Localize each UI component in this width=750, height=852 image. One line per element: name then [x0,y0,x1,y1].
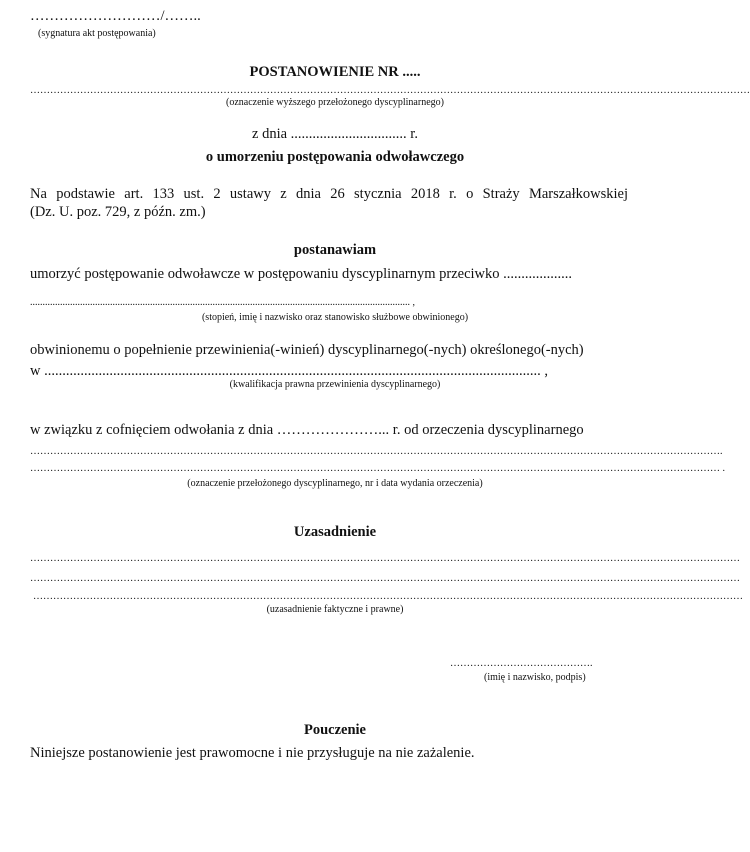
justification-heading: Uzasadnienie [293,524,377,540]
legal-basis-line-1: Na podstawie art. 133 ust. 2 ustawy z dnia 26 stycznia 2018 r. o Straży Marszałkowskiej [30,186,628,202]
justification-line-2: …………………………………………………………………………………………………………………………………………………………………………………………… [30,573,740,584]
date-line: z dnia ................................ r. [252,126,418,142]
instruction-text: Niniejsze postanowienie jest prawomocne i nie przysługuje na nie zażalenie. [30,745,475,761]
justification-line-3: …………………………………………………………………………………………………………………………………………………………………………………………… [33,591,743,602]
justification-line-1: …………………………………………………………………………………………………………………………………………………………………………………………… [30,553,740,564]
justification-caption: (uzasadnienie faktyczne i prawne) [266,604,404,615]
discontinue-text: umorzyć postępowanie odwoławcze w postępowaniu dyscyplinarnym przeciwko ................... [30,266,573,282]
charge-text: obwinionemu o popełnienie przewinienia(-winień) dyscyplinarnego(-nych) określonego(-nych) [30,342,584,358]
document-title: POSTANOWIENIE NR ..... [249,64,421,80]
superior-caption: (oznaczenie wyższego przełożonego dyscyplinarnego) [226,97,444,108]
withdrawal-line-1: ………………………………………………………………………………………………………………………………………………………………………………………. [30,446,723,457]
withdrawal-line-2: ……………………………………………………………………………………………………………………………………………………………………………………… . [30,463,725,474]
signature-caption: (imię i nazwisko, podpis) [484,672,586,683]
charge-line: w ......................................................................................................................................... , [30,363,548,379]
legal-basis-line-2: (Dz. U. poz. 729, z późn. zm.) [30,204,206,220]
decide-heading: postanawiam [293,242,377,258]
instruction-heading: Pouczenie [303,722,366,738]
charge-caption: (kwalifikacja prawna przewinienia dyscyplinarnego) [229,379,441,390]
withdrawal-caption: (oznaczenie przełożonego dyscyplinarnego, nr i data wydania orzeczenia) [187,478,483,489]
accused-line: ........................................................................................................................................................ , [30,297,415,308]
accused-caption: (stopień, imię i nazwisko oraz stanowisko służbowe obwinionego) [201,312,469,323]
subject-line: o umorzeniu postępowania odwoławczego [205,149,465,165]
case-number-caption: (sygnatura akt postępowania) [38,28,156,39]
case-number-line: ………………………/…….. [30,8,201,24]
superior-line: ……………………………………………………………………………………………………………………………………………………………………………………………… [30,85,750,96]
signature-line: ……………………………………. [450,658,593,669]
withdrawal-text: w związku z cofnięciem odwołania z dnia …………………... r. od orzeczenia dyscyplinarnego [30,422,584,438]
